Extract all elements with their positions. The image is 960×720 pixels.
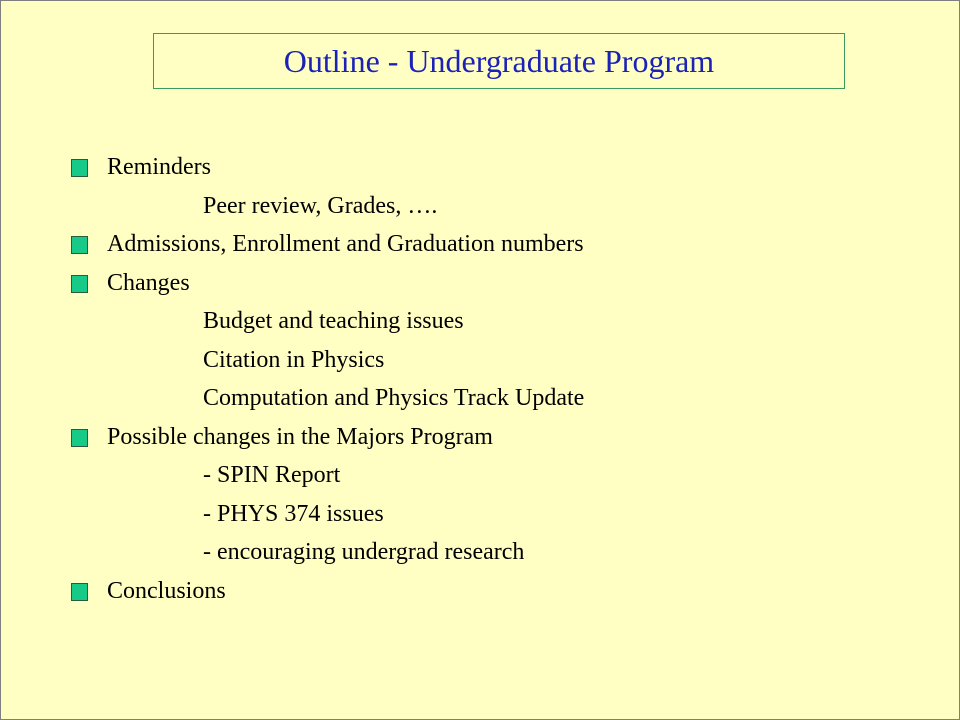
square-bullet-icon (71, 583, 88, 601)
outline-subitem-peer-review (1, 186, 960, 225)
outline-subitem-text: Peer review, Grades, …. (203, 192, 438, 219)
outline-item-admissions (1, 224, 960, 263)
square-bullet-icon (71, 159, 88, 177)
outline-subitem-spin-report (1, 455, 960, 494)
outline-subitem-phys-374 (1, 494, 960, 533)
outline-subitem-computation (1, 378, 960, 417)
outline-subitem-budget (1, 301, 960, 340)
outline-subitem-text: Computation and Physics Track Update (203, 385, 585, 411)
outline-item-text: Changes (107, 269, 190, 296)
slide-title: Outline - Undergraduate Program (283, 43, 715, 79)
outline-subitem-undergrad-research (1, 532, 960, 571)
outline-item-text: Conclusions (107, 577, 226, 604)
outline-item-text: Reminders (107, 154, 211, 180)
title-box (153, 33, 845, 89)
outline-item-conclusions (1, 571, 960, 610)
outline-subitem-text: - SPIN Report (203, 462, 341, 488)
square-bullet-icon (71, 429, 88, 447)
outline-item-reminders (1, 147, 960, 186)
outline-list (1, 147, 960, 609)
square-bullet-icon (71, 236, 88, 254)
outline-subitem-text: - encouraging undergrad research (203, 539, 525, 565)
outline-subitem-text: Budget and teaching issues (203, 308, 464, 334)
outline-item-possible-changes (1, 417, 960, 456)
outline-subitem-text: - PHYS 374 issues (203, 500, 384, 527)
square-bullet-icon (71, 275, 88, 293)
outline-subitem-citation (1, 340, 960, 379)
outline-item-changes (1, 263, 960, 302)
outline-item-text: Admissions, Enrollment and Graduation numbers (107, 231, 584, 257)
outline-subitem-text: Citation in Physics (203, 346, 385, 373)
outline-item-text: Possible changes in the Majors Program (107, 423, 493, 450)
